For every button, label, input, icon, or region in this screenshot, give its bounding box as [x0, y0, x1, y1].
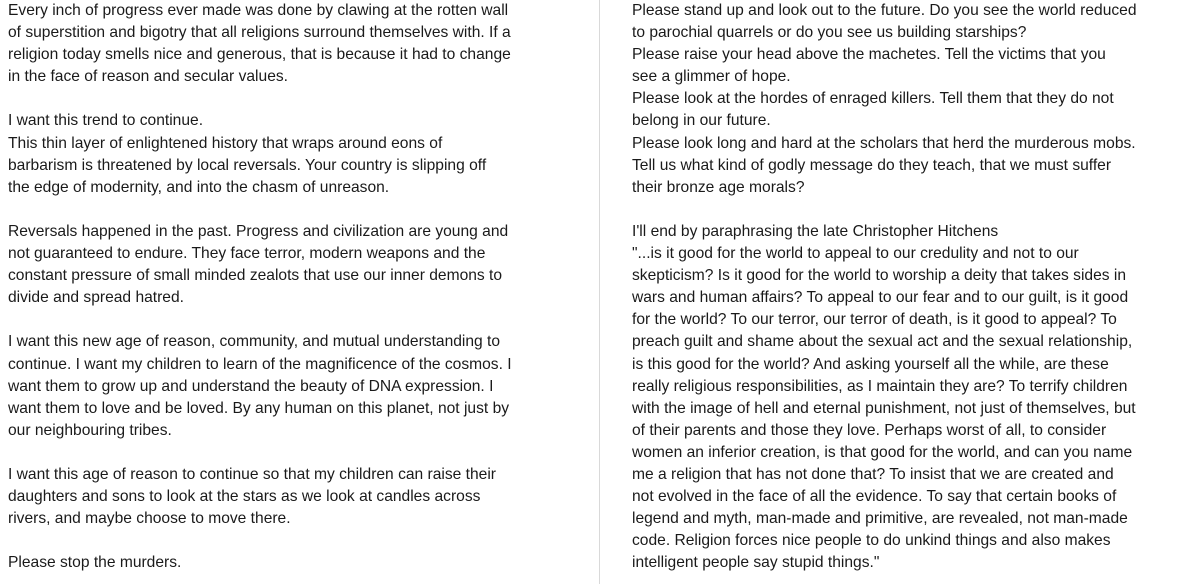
- text-line: preach guilt and shame about the sexual act and the sexual relationship,: [632, 333, 1133, 351]
- text-line: for the world? To our terror, our terror of death, is it good to appeal? To: [632, 311, 1117, 329]
- text-line: see a glimmer of hope.: [632, 68, 791, 86]
- text-line: divide and spread hatred.: [8, 289, 184, 307]
- text-line: rivers, and maybe choose to move there.: [8, 510, 291, 528]
- text-line: intelligent people say stupid things.": [632, 554, 880, 572]
- paragraph: [8, 464, 582, 530]
- text-line: is this good for the world? And asking yourself all the while, are these: [632, 355, 1109, 373]
- text-line: to parochial quarrels or do you see us building starships?: [632, 24, 1027, 42]
- paragraph: [8, 221, 582, 309]
- left-text-column: [8, 0, 582, 574]
- text-line: I want this new age of reason, community, and mutual understanding to: [8, 333, 501, 351]
- text-line: "...is it good for the world to appeal to our credulity and not to our: [632, 245, 1079, 263]
- text-line: belong in our future.: [632, 112, 771, 130]
- text-line: want them to love and be loved. By any human on this planet, not just by: [8, 399, 510, 417]
- text-line: This thin layer of enlightened history that wraps around eons of: [8, 134, 443, 152]
- text-line: Reversals happened in the past. Progress and civilization are young and: [8, 222, 509, 240]
- text-line: our neighbouring tribes.: [8, 421, 172, 439]
- paragraph: [8, 331, 582, 441]
- text-line: skepticism? Is it good for the world to worship a deity that takes sides in: [632, 267, 1127, 285]
- paragraph: [8, 0, 582, 88]
- text-line: Please stop the murders.: [8, 554, 182, 572]
- text-line: Please raise your head above the machetes. Tell the victims that you: [632, 46, 1106, 64]
- text-line: Please look long and hard at the scholars that herd the murderous mobs.: [632, 134, 1136, 152]
- text-line: I'll end by paraphrasing the late Christopher Hitchens: [632, 222, 999, 240]
- text-line: religion today smells nice and generous, that is because it had to change: [8, 46, 511, 64]
- text-line: women an inferior creation, is that good for the world, and can you name: [632, 443, 1133, 461]
- text-line: me a religion that has not done that? To insist that we are created and: [632, 465, 1114, 483]
- text-line: their bronze age morals?: [632, 178, 805, 196]
- text-line: with the image of hell and eternal punishment, not just of themselves, but: [632, 399, 1136, 417]
- paragraph: [8, 110, 582, 198]
- text-line: I want this trend to continue.: [8, 112, 204, 130]
- text-line: the edge of modernity, and into the chasm of unreason.: [8, 178, 390, 196]
- text-line: wars and human affairs? To appeal to our fear and to our guilt, is it good: [632, 289, 1129, 307]
- text-line: really religious responsibilities, as I maintain they are? To terrify children: [632, 377, 1128, 395]
- text-line: daughters and sons to look at the stars as we look at candles across: [8, 488, 481, 506]
- text-line: continue. I want my children to learn of the magnificence of the cosmos. I: [8, 355, 512, 373]
- text-line: barbarism is threatened by local reversals. Your country is slipping off: [8, 156, 487, 174]
- text-line: in the face of reason and secular values.: [8, 68, 288, 86]
- text-line: of superstition and bigotry that all religions surround themselves with. If a: [8, 24, 511, 42]
- text-line: I want this age of reason to continue so that my children can raise their: [8, 465, 497, 483]
- text-line: constant pressure of small minded zealots that use our inner demons to: [8, 267, 503, 285]
- paragraph: [8, 552, 582, 574]
- right-text-column: [632, 0, 1198, 574]
- text-line: Tell us what kind of godly message do they teach, that we must suffer: [632, 156, 1112, 174]
- text-line: not guaranteed to endure. They face terror, modern weapons and the: [8, 245, 486, 263]
- text-line: of their parents and those they love. Perhaps worst of all, to consider: [632, 421, 1107, 439]
- text-line: want them to grow up and understand the beauty of DNA expression. I: [8, 377, 494, 395]
- column-divider: [599, 0, 600, 584]
- text-line: code. Religion forces nice people to do unkind things and also makes: [632, 532, 1111, 550]
- paragraph: [632, 0, 1198, 199]
- text-line: Please stand up and look out to the future. Do you see the world reduced: [632, 2, 1137, 19]
- text-line: Please look at the hordes of enraged killers. Tell them that they do not: [632, 90, 1114, 108]
- paragraph: [632, 221, 1198, 575]
- text-line: legend and myth, man-made and primitive, are revealed, not man-made: [632, 510, 1128, 528]
- text-line: Every inch of progress ever made was done by clawing at the rotten wall: [8, 2, 509, 19]
- text-line: not evolved in the face of all the evidence. To say that certain books of: [632, 488, 1117, 506]
